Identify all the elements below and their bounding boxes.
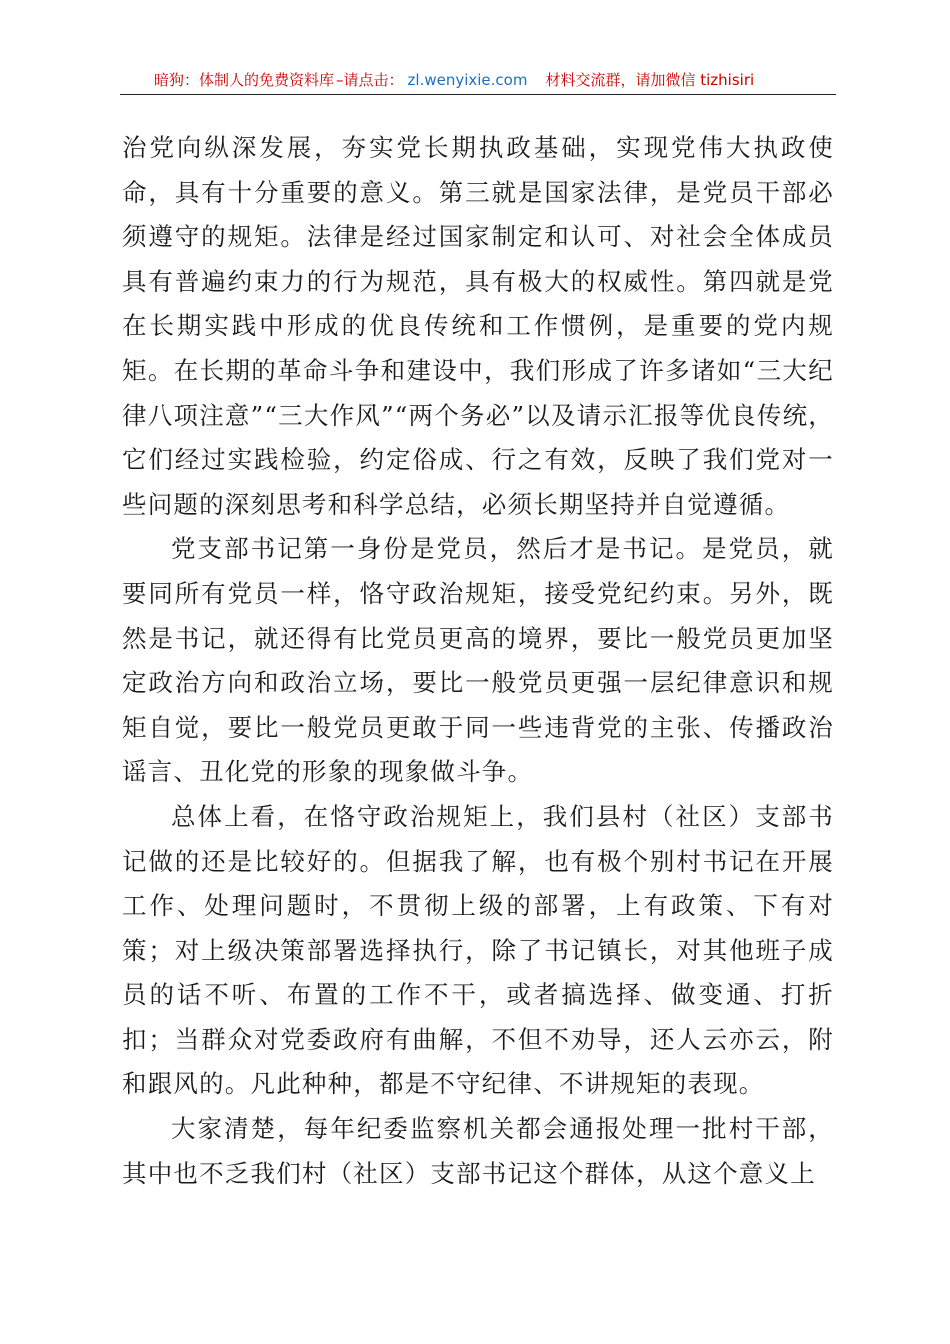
paragraph-2: 党支部书记第一身份是党员，然后才是书记。是党员，就要同所有党员一样，恪守政治规矩，接受党纪约束。另外，既然是书记，就还得有比党员更高的境界，要比一般党员更加坚定政治方向和政治立场，要比一般党员更强一层纪律意识和规矩自觉，要比一般党员更敢于同一些违背党的主张、传播政治谣言、丑化党的形象的现象做斗争。 bbox=[122, 534, 834, 787]
paragraph-1: 治党向纵深发展，夯实党长期执政基础，实现党伟大执政使命，具有十分重要的意义。第三就是国家法律，是党员干部必须遵守的规矩。法律是经过国家制定和认可、对社会全体成员具有普遍约束力的行为规范，具有极大的权威性。第四就是党在长期实践中形成的优良传统和工作惯例，是重要的党内规矩。在长期的革命斗争和建设中，我们形成了许多诸如“三大纪律八项注意”“三大作风”“两个务必”以及请示汇报等优良传统，它们经过实践检验，约定俗成、行之有效，反映了我们党对一些问题的深刻思考和科学总结，必须长期坚持并自觉遵循。 bbox=[122, 133, 834, 519]
header-contact-text: 材料交流群，请加微信 tizhisiri bbox=[545, 71, 755, 89]
paragraph-4: 大家清楚，每年纪委监察机关都会通报处理一批村干部，其中也不乏我们村（社区）支部书记这个群体，从这个意义上 bbox=[122, 1114, 834, 1188]
page-header bbox=[120, 66, 836, 95]
paragraph-3: 总体上看，在恪守政治规矩上，我们县村（社区）支部书记做的还是比较好的。但据我了解，也有极个别村书记在开展工作、处理问题时，不贯彻上级的部署，上有政策、下有对策；对上级决策部署选择执行，除了书记镇长，对其他班子成员的话不听、布置的工作不干，或者搞选择、做变通、打折扣；当群众对党委政府有曲解，不但不劝导，还人云亦云，附和跟风的。凡此种种，都是不守纪律、不讲规矩的表现。 bbox=[122, 801, 834, 1099]
header-url-link[interactable]: zl.wenyixie.com bbox=[407, 71, 528, 89]
header-brand-text: 暗狗：体制人的免费资料库 bbox=[154, 71, 335, 89]
header-click-label: –请点击： bbox=[336, 71, 404, 89]
document-body bbox=[122, 126, 834, 1196]
